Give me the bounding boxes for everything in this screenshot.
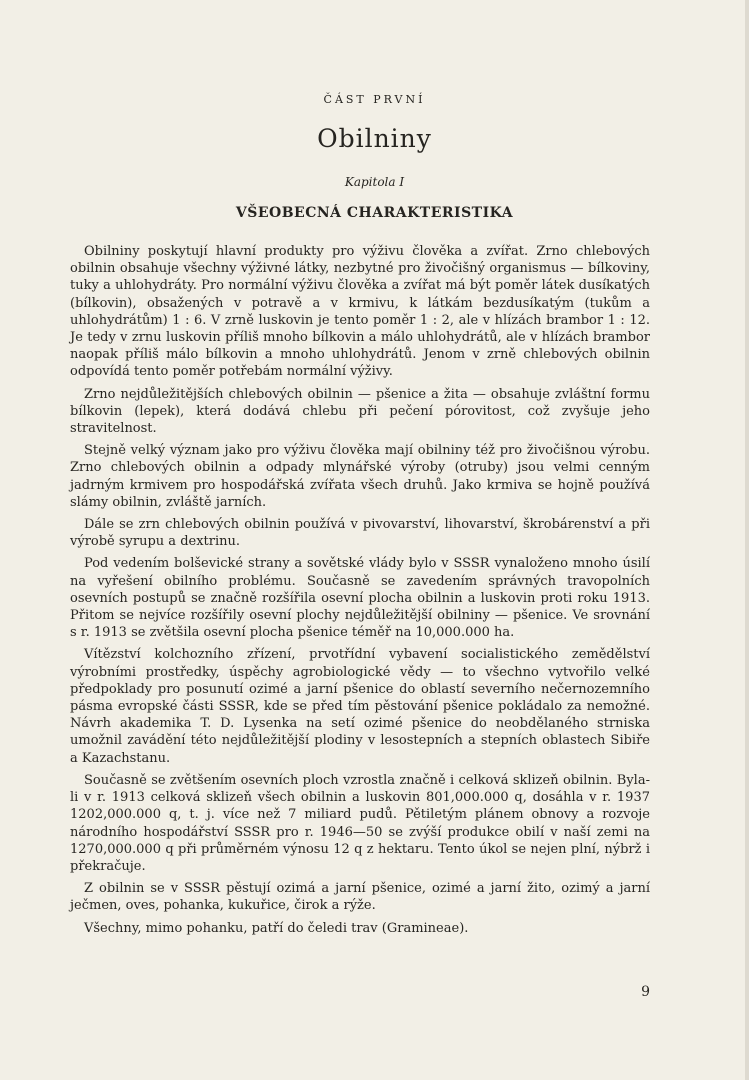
paragraph: Zrno nejdůležitějších chlebových obilnin — pšenice a žita — obsahuje zvláštní formu bílkovin (lepek), která dodává chlebu při pečení pórovitost, což zvyšuje jeho stravitelnost. [70, 386, 650, 437]
section-heading: VŠEOBECNÁ CHARAKTERISTIKA [235, 205, 514, 221]
chapter-title: Obilniny [317, 124, 432, 153]
paragraph: Obilniny poskytují hlavní produkty pro výživu člověka a zvířat. Zrno chlebových obilnin obsahuje všechny výživné látky, nezbytné pro živočišný organismus — bílkoviny, tuky a uhlohydráty. Pro normální výživu člověka a zvířat má být poměr látek dusíkatých (bílkovin), obsažených v potravě a v krmivu, k látkám bezdusíkatým (tukům a uhlohydrátům) 1 : 6. V zrně luskovin je tento poměr 1 : 2, ale v hlízách brambor 1 : 12. Je tedy v zrnu luskovin příliš mnoho bílkovin a málo uhlohydrátů, ale v hlízách brambor naopak příliš málo bílkovin a mnoho uhlohydrátů. Jenom v zrně chlebových obilnin odpovídá tento poměr potřebám normální výživy. [70, 244, 650, 380]
paragraph: Dále se zrn chlebových obilnin používá v pivovarství, lihovarství, škrobárenství a při výrobě syrupu a dextrinu. [70, 517, 650, 550]
body-text [70, 243, 650, 942]
paragraph: Všechny, mimo pohanku, patří do čeledi trav (Gramineae). [84, 920, 469, 936]
paragraph: Z obilnin se v SSSR pěstují ozimá a jarní pšenice, ozimé a jarní žito, ozimý a jarní ječmen, oves, pohanka, kukuřice, čirok a rýže. [70, 881, 650, 914]
paragraph: Pod vedením bolševické strany a sovětské vlády bylo v SSSR vynaloženo mnoho úsilí na vyřešení obilního problému. Současně se zavedením správných travopolních osevních postupů se značně rozšířila osevní plocha obilnin a luskovin proti roku 1913. Přitom se nejvíce rozšířily osevní plochy nejdůležitější obilniny — pšenice. Ve srovnání s r. 1913 se zvětšila osevní plocha pšenice téměř na 10,000.000 ha. [70, 556, 650, 641]
page-edge [745, 0, 749, 1080]
paragraph: Současně se zvětšením osevních ploch vzrostla značně i celková sklizeň obilnin. Byla-li v r. 1913 celková sklizeň všech obilnin a luskovin 801,000.000 q, dosáhla v r. 1937 1202,000.000 q, t. j. více než 7 miliard pudů. Pětiletým plánem obnovy a rozvoje národního hospodářství SSSR pro r. 1946—50 se zvýší produkce obilí v naší zemi na 1270,000.000 q při průměrném výnosu 12 q z hektaru. Tento úkol se nejen plní, nýbrž i překračuje. [70, 772, 650, 874]
page-number: 9 [641, 984, 650, 1000]
paragraph: Vítězství kolchozního zřízení, prvotřídní vybavení socialistického zemědělství výrobními prostředky, úspěchy agrobiologické vědy — to všechno vytvořilo velké předpoklady pro posunutí ozimé a jarní pšenice do oblastí severního nečernozemního pásma evropské části SSSR, kde se před tím pěstování pšenice pokládalo za nemožné. Návrh akademika T. D. Lysenka na setí ozimé pšenice do neobdělaného strniska umožnil zavádění této nejdůležitější plodiny v lesostepních a stepních oblastech Sibiře a Kazachstanu. [70, 647, 650, 766]
chapter-number: Kapitola I [344, 175, 405, 189]
paragraph: Stejně velký význam jako pro výživu člověka mají obilniny též pro živočišnou výrobu. Zrno chlebových obilnin a odpady mlynářské výroby (otruby) jsou velmi cenným jadrným krmivem pro hospodářská zvířata všech druhů. Jako krmiva se hojně používá slámy obilnin, zvláště jarních. [70, 443, 650, 510]
part-label: ČÁST PRVNÍ [323, 93, 426, 106]
